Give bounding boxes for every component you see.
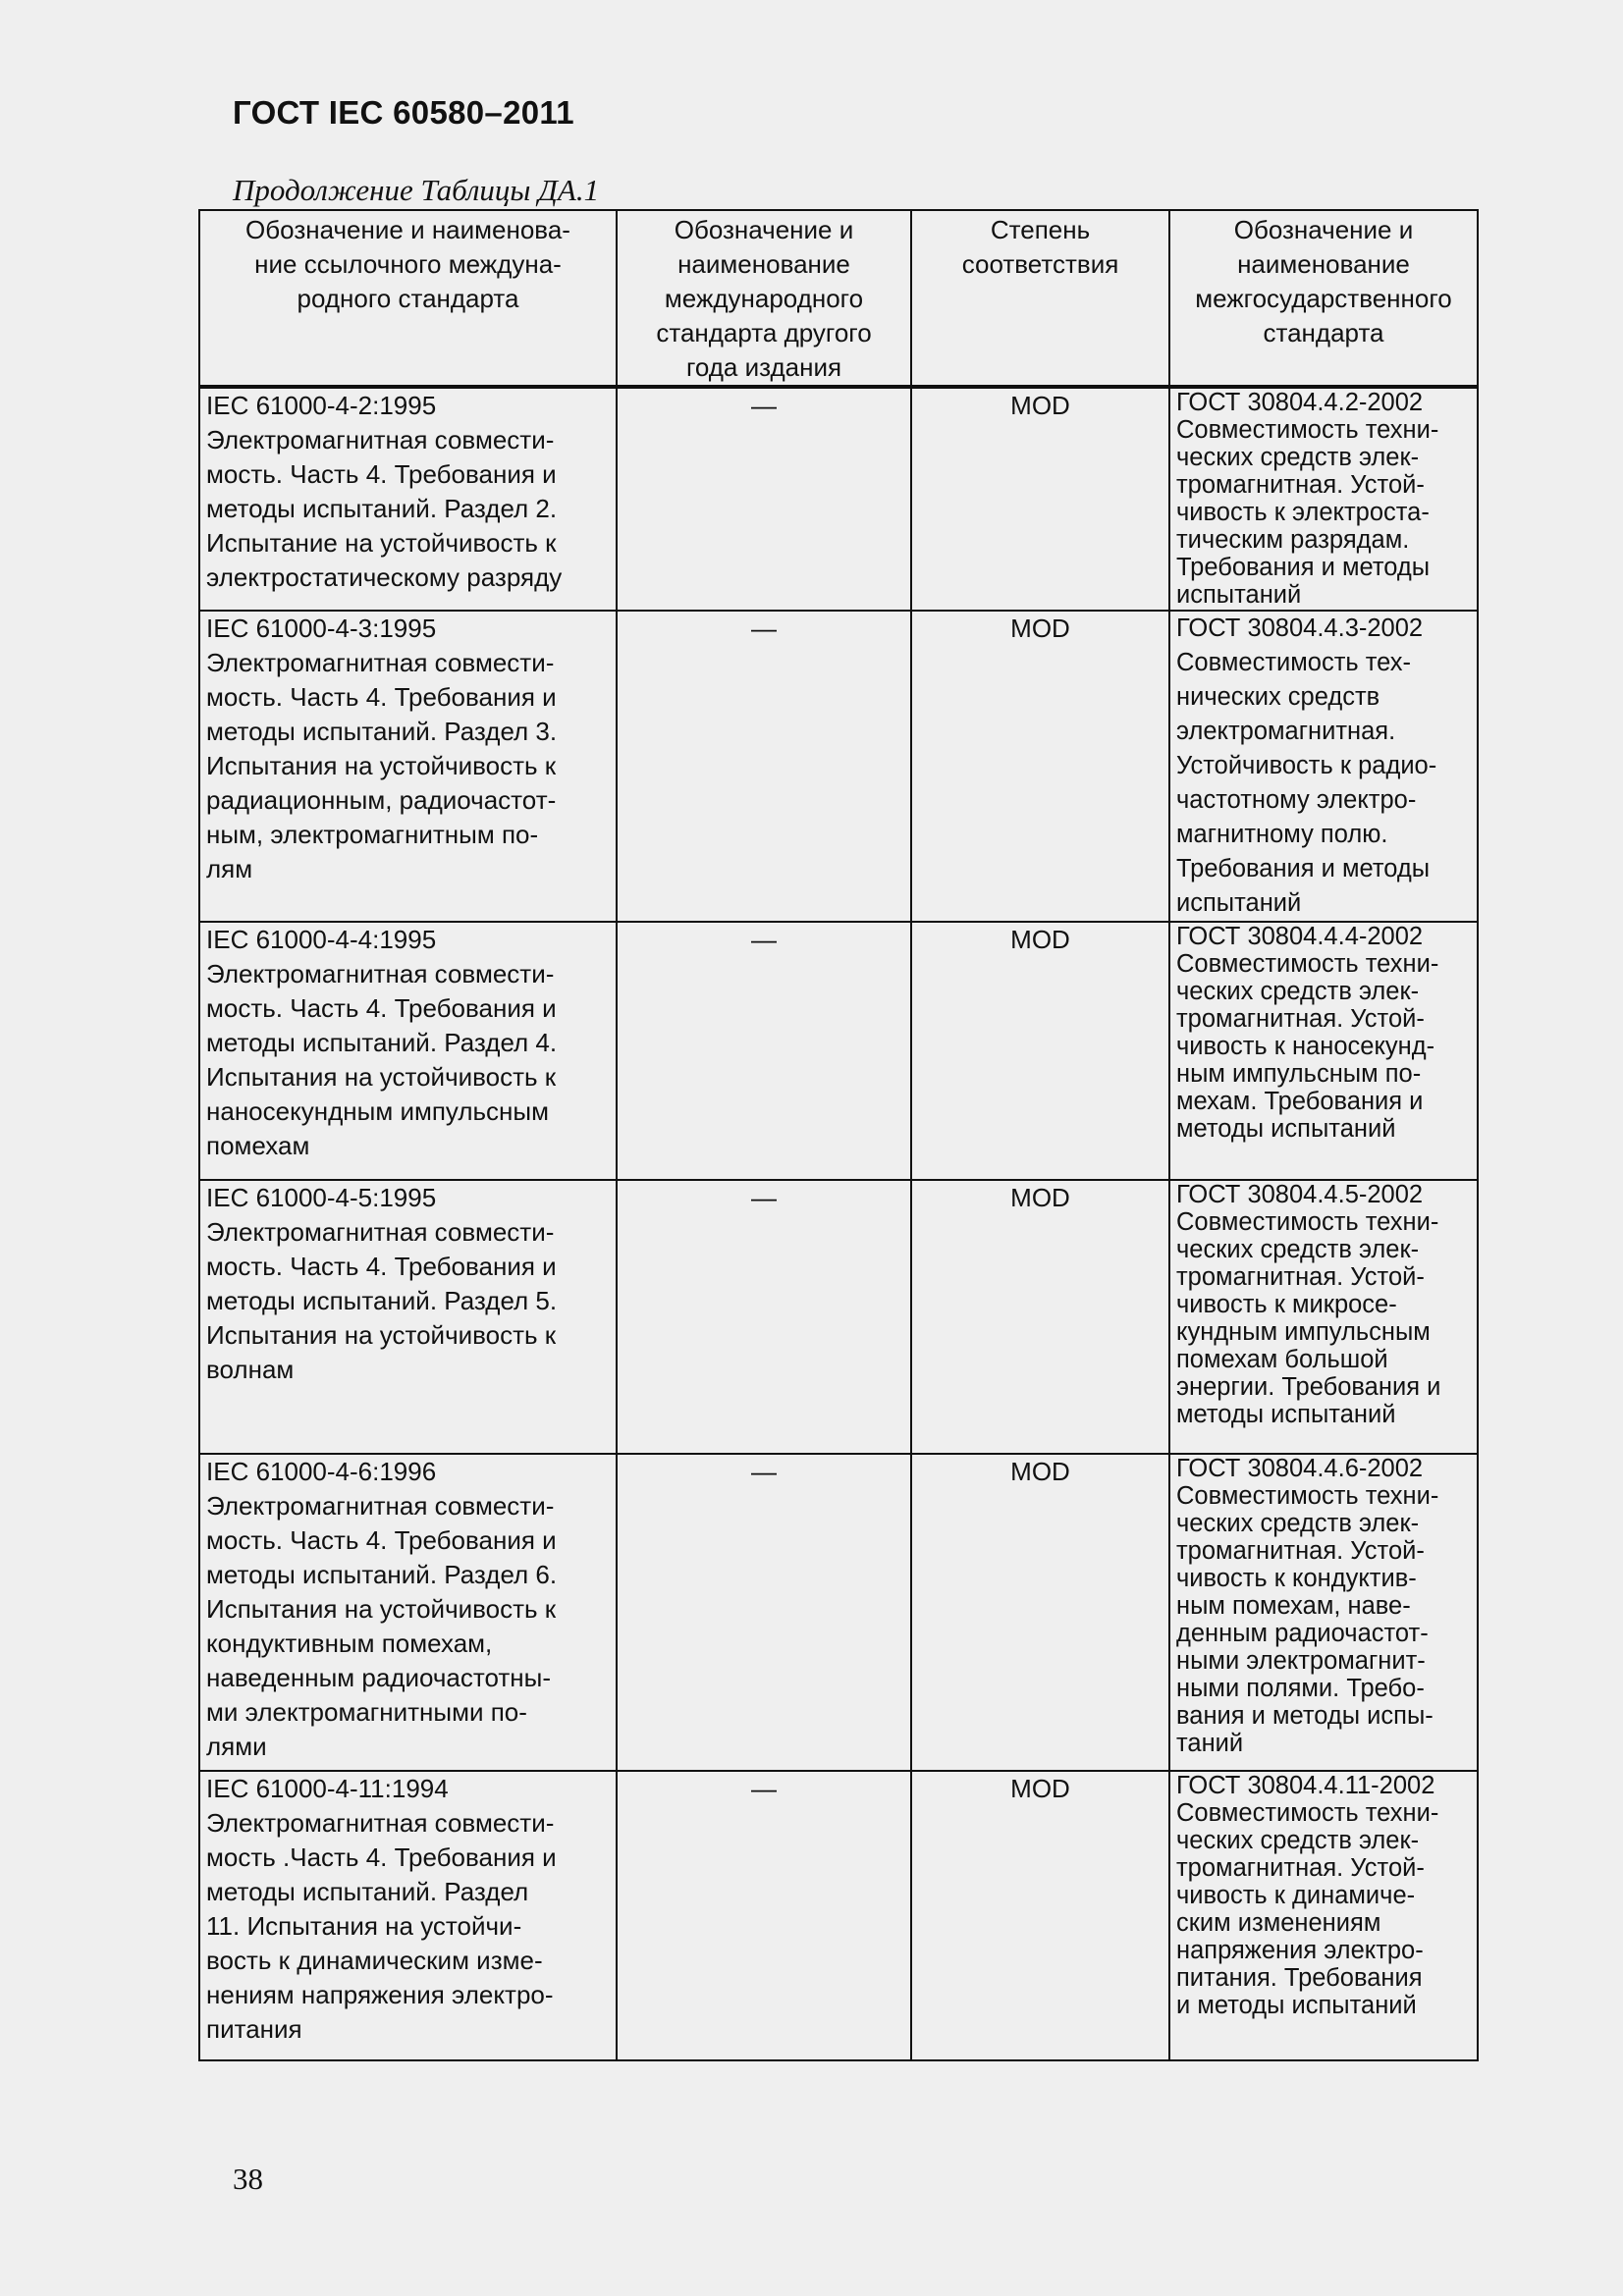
intl-standard-cell: IEC 61000-4-2:1995 Электромагнитная совмести- мость. Часть 4. Требования и методы испытаний. Раздел 2. Испытание на устойчивость к электростатическому разряду [199,387,617,611]
table-row [199,1771,1478,2060]
degree-cell: MOD [911,387,1169,611]
column-header-interstate-standard: Обозначение и наименование межгосударственного стандарта [1169,210,1478,387]
degree-cell: MOD [911,1771,1169,2060]
table-caption: Продолжение Таблицы ДА.1 [233,173,600,207]
other-year-cell: — [617,1180,911,1454]
degree-cell: MOD [911,611,1169,922]
other-year-cell: — [617,922,911,1180]
other-year-cell: — [617,611,911,922]
other-year-cell: — [617,387,911,611]
interstate-standard-cell: ГОСТ 30804.4.4-2002 Совместимость техни- ческих средств элек- тромагнитная. Устой- чивость к наносекунд- ным импульсным по- мехам. Требования и методы испытаний [1169,922,1478,1180]
other-year-cell: — [617,1771,911,2060]
interstate-standard-cell: ГОСТ 30804.4.6-2002 Совместимость техни- ческих средств элек- тромагнитная. Устой- чивость к кондуктив- ным помехам, наве- денным радиочастот- ными электромагнит- ными полями. Требо- вания и методы испы- таний [1169,1454,1478,1771]
table-row [199,1180,1478,1454]
interstate-standard-cell: ГОСТ 30804.4.2-2002 Совместимость техни- ческих средств элек- тромагнитная. Устой- чивость к электроста- тическим разрядам. Требования и методы испытаний [1169,387,1478,611]
table-row [199,387,1478,611]
column-header-degree: Степень соответствия [911,210,1169,387]
standards-table [198,209,1479,2061]
interstate-standard-cell: ГОСТ 30804.4.11-2002 Совместимость техни- ческих средств элек- тромагнитная. Устой- чивость к динамиче- ским изменениям напряжения электро- питания. Требования и методы испытаний [1169,1771,1478,2060]
table-row [199,611,1478,922]
table-header-row [199,210,1478,387]
page-number: 38 [233,2162,263,2196]
document-title: ГОСТ IEC 60580–2011 [233,94,574,131]
intl-standard-cell: IEC 61000-4-5:1995 Электромагнитная совмести- мость. Часть 4. Требования и методы испытаний. Раздел 5. Испытания на устойчивость к волнам [199,1180,617,1454]
interstate-standard-cell: ГОСТ 30804.4.3-2002 Совместимость тех- нических средств электромагнитная. Устойчивость к радио- частотному электро- магнитному полю. Требования и методы испытаний [1169,611,1478,922]
column-header-intl-standard: Обозначение и наименова- ние ссылочного междуна- родного стандарта [199,210,617,387]
intl-standard-cell: IEC 61000-4-6:1996 Электромагнитная совмести- мость. Часть 4. Требования и методы испытаний. Раздел 6. Испытания на устойчивость к кондуктивным помехам, наведенным радиочастотны- ми электромагнитными по- лями [199,1454,617,1771]
intl-standard-cell: IEC 61000-4-4:1995 Электромагнитная совмести- мость. Часть 4. Требования и методы испытаний. Раздел 4. Испытания на устойчивость к наносекундным импульсным помехам [199,922,617,1180]
degree-cell: MOD [911,922,1169,1180]
table-row [199,1454,1478,1771]
degree-cell: MOD [911,1454,1169,1771]
intl-standard-cell: IEC 61000-4-11:1994 Электромагнитная совмести- мость .Часть 4. Требования и методы испытаний. Раздел 11. Испытания на устойчи- вость к динамическим изме- нениям напряжения электро- питания [199,1771,617,2060]
table-row [199,922,1478,1180]
intl-standard-cell: IEC 61000-4-3:1995 Электромагнитная совмести- мость. Часть 4. Требования и методы испытаний. Раздел 3. Испытания на устойчивость к радиационным, радиочастот- ным, электромагнитным по- лям [199,611,617,922]
degree-cell: MOD [911,1180,1169,1454]
column-header-other-year-standard: Обозначение и наименование международного стандарта другого года издания [617,210,911,387]
interstate-standard-cell: ГОСТ 30804.4.5-2002 Совместимость техни- ческих средств элек- тромагнитная. Устой- чивость к микросе- кундным импульсным помехам большой энергии. Требования и методы испытаний [1169,1180,1478,1454]
other-year-cell: — [617,1454,911,1771]
